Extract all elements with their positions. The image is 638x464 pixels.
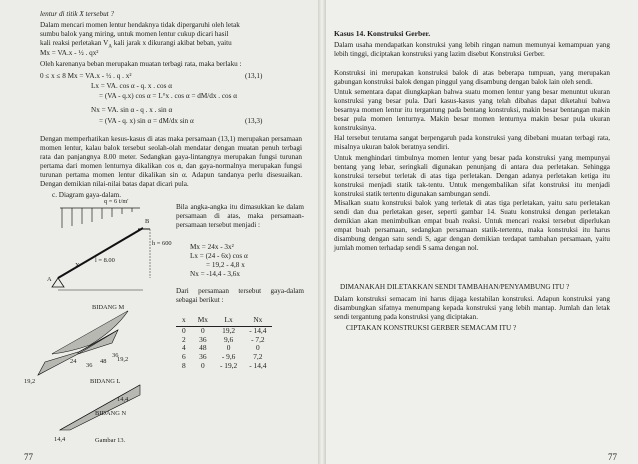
eq-line-2: Lx = VA. cos α - q. x . cos α bbox=[91, 82, 172, 90]
eq-number-2: (13,3) bbox=[245, 117, 263, 125]
left-page bbox=[0, 0, 318, 464]
inclined-beam bbox=[58, 228, 143, 278]
intro-question: lentur di titik X tersebut ? bbox=[40, 10, 115, 18]
right-page bbox=[326, 0, 638, 464]
length-label: l = 8.00 bbox=[95, 257, 115, 264]
bidang-l-label: BIDANG L bbox=[90, 378, 121, 385]
values-table bbox=[176, 315, 272, 371]
book-fold bbox=[318, 0, 326, 464]
col-mx: Mx bbox=[192, 315, 214, 327]
case-heading: Kasus 14. Konstruksi Gerber. bbox=[334, 29, 431, 38]
left-page-number: 77 bbox=[24, 452, 33, 462]
right-para-7: Dalam konstruksi semacam ini harus dijaga kestabilan konstruksi. Adapun konstruksi yang disambungkan sifatnya menumpang kepada konstruksi yang lebih mantap. Jumlah dan letak sendi tergantung pada konstruksi yang diciptakan. bbox=[334, 295, 610, 321]
right-para-2: Konstruksi ini merupakan konstruksi balok di atas beberapa tumpuan, yang merupakan gabungan konstruksi balok dengan pinggul yang disambung dengan balok lain oleh sendi. bbox=[334, 69, 610, 86]
n-value-right: 14,4 bbox=[117, 396, 129, 403]
m-value-1: 24 bbox=[70, 358, 77, 365]
eq-line-3: = (VA - q.x) cos α = L°x . cos α = dM/dx . cos α bbox=[99, 92, 237, 100]
l-value-left: 19,2 bbox=[24, 378, 36, 385]
right-para-6: Misalkan suatu konstruksi balok yang terletak di atas tiga perletakan, yaitu satu perletakan sendi dan dua perletakan geser, seperti gambar 14. Suatu konstruksi dengan perletakan demikian akan menimbulkan empat buah reaksi. Untuk mencari reaksi tersebut diperlukan empat buah persamaan, sedangkan persamaan statik-tertentu, maka konstruksi itu harus disambung dengan satu sendi S, agar dengan demikian terdapat tambahan persamaan, yaitu jumlah momen terhadap sendi S sama dengan nol. bbox=[334, 199, 610, 252]
eq2-line-3: = 19,2 - 4,8 x bbox=[206, 261, 245, 269]
section-heading-2: DIMANAKAH DILETAKKAN SENDI TAMBAHAN/PENYAMBUNG ITU ? bbox=[340, 283, 570, 291]
para1-line1: Dalam mencari momen lentur hendaknya tidak dipergaruhi oleh letak bbox=[40, 21, 240, 29]
right-page-number: 77 bbox=[608, 452, 617, 462]
col-lx: Lx bbox=[214, 315, 243, 327]
right-para-1: Dalam usaha mendapatkan konstruksi yang lebih ringan namun memunyai kemampuan yang lebih tinggi, diciptakan konstruksi yang lazim disebut Konstruksi Gerber. bbox=[334, 41, 610, 58]
point-a-label: A bbox=[47, 276, 52, 283]
col-x: x bbox=[176, 315, 192, 327]
col-nx: Nx bbox=[243, 315, 272, 327]
height-label: h = 600 bbox=[152, 240, 172, 247]
figure-caption: Gambar 13. bbox=[95, 437, 126, 444]
bidang-n-label: BIDANG N bbox=[95, 410, 127, 417]
oleh-text: Oleh karenanya beban merupakan muatan terbagi rata, maka berlaku : bbox=[40, 60, 242, 68]
l-value-right: 19,2 bbox=[117, 356, 129, 363]
para1-line2: sumbu balok yang miring, untuk momen lentur cukup dicari hasil bbox=[40, 30, 229, 38]
eq-line-4: Nx = VA. sin α - q . x . sin α bbox=[91, 106, 173, 114]
m-value-3: 48 bbox=[100, 358, 107, 365]
section-heading-3: CIPTAKAN KONSTRUKSI GERBER SEMACAM ITU ? bbox=[346, 324, 517, 332]
table-row: 0 0 19,2 - 14,4 bbox=[182, 326, 267, 335]
point-b-label: B bbox=[145, 218, 150, 225]
right-para-5: Untuk menghindari timbulnya momen lentur yang besar pada konstruksi yang mempunyai bentang yang lebar, seringkali digunakan penunjang di antara dua perletakan. Sehingga konstruksi tersebut terletak di atas tiga perletakan. Dengan adanya perletakan ketiga itu konstruksi menjadi statik tak-tentu. Untuk mengembalikan sifat konstruksi itu menjadi konstruksi statik tertentu digunakan sambungan sendi. bbox=[334, 154, 610, 198]
point-x-label: X bbox=[75, 262, 80, 269]
n-value-left: 14,4 bbox=[54, 436, 66, 443]
eq-number-1: (13,1) bbox=[245, 72, 263, 80]
n-diagram-shape bbox=[60, 385, 140, 430]
eq2-line-4: Nx = -14,4 - 3,6x bbox=[190, 270, 240, 278]
m-value-2: 36 bbox=[86, 362, 93, 369]
table-header-row bbox=[176, 315, 272, 327]
table-row: 2 36 9,6 - 7,2 bbox=[182, 334, 265, 344]
support-a bbox=[52, 278, 64, 287]
right-para-4: Hal tersebut terutama sangat berpengaruh pada konstruksi yang dibebani muatan terbagi rata, misalnya ukuran balok beratnya sendiri. bbox=[334, 134, 610, 151]
intro-eq-text: Bila angka-angka itu dimasukkan ke dalam persamaan di atas, maka persamaan-persamaan tersebut menjadi : bbox=[176, 203, 304, 229]
load-arrows bbox=[60, 208, 140, 228]
eq2-line-1: Mx = 24x - 3x² bbox=[190, 243, 234, 251]
table-row: 4 48 0 0 bbox=[182, 343, 260, 353]
bidang-m-label: BIDANG M bbox=[92, 304, 125, 311]
para1-line3: kali reaksi perletakan $V_A$ kali jarak x dikurangi akibat beban, yaitu bbox=[40, 39, 232, 50]
eq-line-5: = (VA - q. x) sin α = dM/dx sin α bbox=[99, 117, 194, 125]
load-label: q = 6 t/m' bbox=[104, 198, 129, 205]
after-eq-text: Dari persamaan tersebut gaya-dalam sebagai berikut : bbox=[176, 287, 304, 304]
right-para-3: Untuk sementara dapat diungkapkan bahwa suatu momen lentur yang besar menuntut ukuran konstruksi yang besar pula. Dari kasus-kasus yang telah dibahas dapat diketahui bahwa besarnya momen lentur itu tergantung pada bentang konstruksi, makin besar bentangan makin besar pula momen lenturnya. Makin besar momen lenturnya makin besar pula ukuran konstruksinya. bbox=[334, 88, 610, 132]
eq-line-1: 0 ≤ x ≤ 8 Mx = VA.x - ½ . q . x² bbox=[40, 72, 132, 80]
internal-forces-diagram bbox=[0, 0, 318, 464]
diagram-title: c. Diagram gaya-dalam. bbox=[52, 191, 122, 199]
para2: Dengan memperhatikan kesus-kasus di atas maka persamaan (13,1) merupakan persamaan momen lentur, kalau balok tersebut seolah-olah mendatar dengan muatan penuh terbagi rata dan panjangnya 8.00 meter. Sedangkan gaya-lintangnya merupakan fungsi turunan pertama dari momen lenturnya dikalikan cos α, dan gaya-normalnya merupakan fungsi turunan pertama momen lentur dikalikan sin α. Adapun tandanya perlu disesuaikan. Dengan demikian nilai-nilai batas dapat dicari pula. bbox=[40, 135, 302, 188]
m-value-4: 36 bbox=[112, 352, 119, 359]
table-row: 6 36 - 9,6 7,2 bbox=[182, 352, 263, 362]
eq2-line-2: Lx = (24 - 6x) cos α bbox=[190, 252, 248, 260]
eq-mx: Mx = VA.x - ½ . qx² bbox=[40, 49, 99, 57]
table-row: 8 0 - 19,2 - 14,4 bbox=[182, 360, 267, 370]
